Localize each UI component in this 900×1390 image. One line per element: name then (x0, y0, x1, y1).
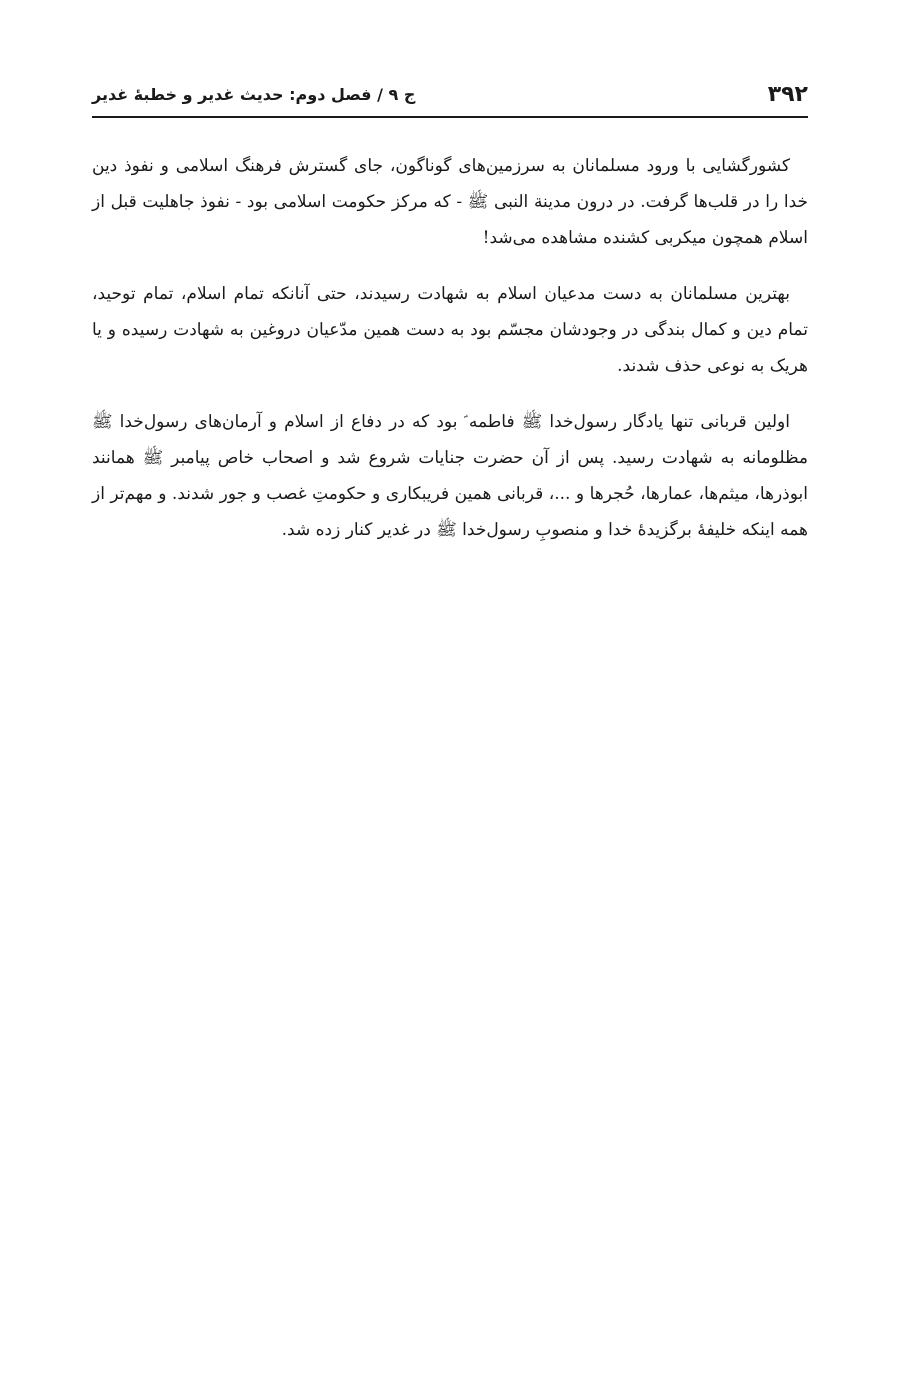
paragraph-2: بهترین مسلمانان به دست مدعیان اسلام به شهادت رسیدند، حتی آنانکه تمام اسلام، تمام توحید، تمام دین و کمال بندگی در وجودشان مجسّم بود به دست همین مدّعیان دروغین به شهادت رسیده و یا هریک به نوعی حذف شدند. (92, 284, 808, 376)
body-text (92, 148, 808, 548)
chapter-title: ج ۹ / فصل دوم: حدیث غدیر و خطبۀ غدیر (92, 85, 416, 104)
page-number: ۳۹۲ (767, 82, 808, 107)
paragraph-1: کشورگشایی با ورود مسلمانان به سرزمین‌های گوناگون، جای گسترش فرهنگ اسلامی و نفوذ دین خدا را در قلب‌ها گرفت. در درون مدینة النبی ﷺ - که مرکز حکومت اسلامی بود - نفوذ جاهلیت قبل از اسلام همچون میکربی کشنده مشاهده می‌شد! (92, 156, 809, 248)
book-page (92, 68, 808, 568)
running-header (92, 68, 808, 118)
paragraph-3: اولین قربانی تنها یادگار رسول‌خدا ﷺ فاطمه ؑ بود که در دفاع از اسلام و آرمان‌های رسول‌خدا ﷺ مظلومانه به شهادت رسید. پس از آن حضرت جنایات شروع شد و اصحاب خاص پیامبر ﷺ همانند ابوذرها، میثم‌ها، عمارها، حُجرها و ...، قربانی همین فریبکاری و حکومتِ غصب و جور شدند. و مهم‌تر از همه اینکه خلیفۀ برگزیدۀ خدا و منصوبِ رسول‌خدا ﷺ در غدیر کنار زده شد. (92, 412, 808, 540)
